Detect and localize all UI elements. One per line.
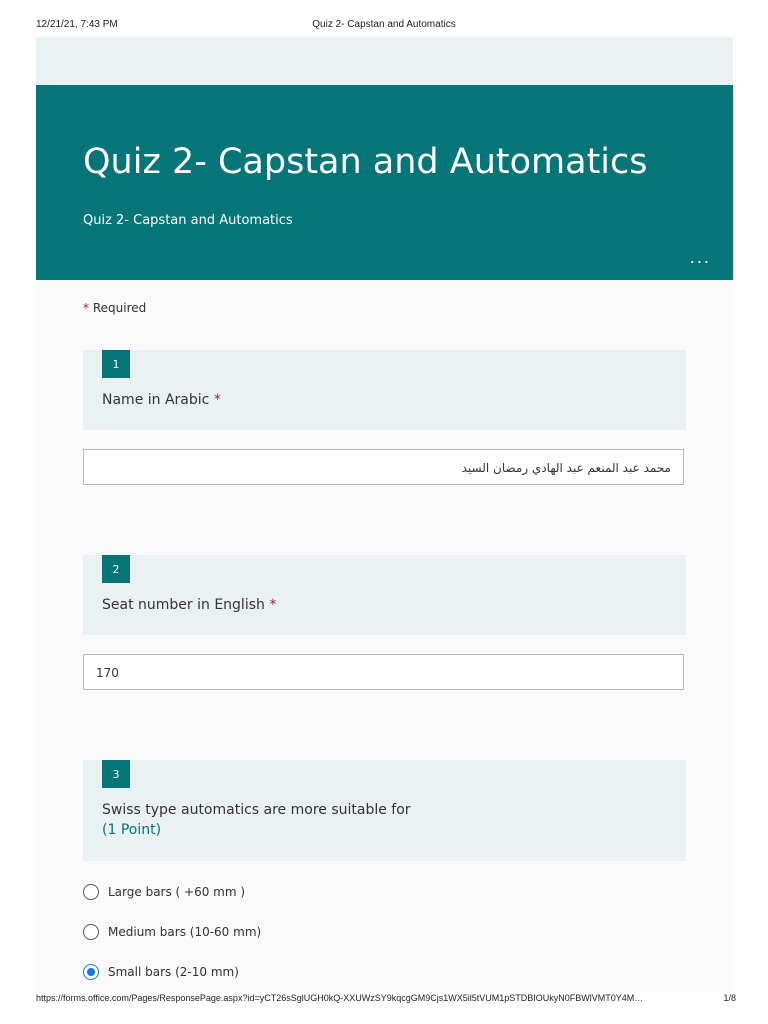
option-medium-bars[interactable] [83, 922, 261, 942]
question-text [102, 390, 221, 410]
radio-button[interactable] [83, 884, 99, 900]
top-band [36, 37, 733, 85]
option-large-bars[interactable] [83, 882, 245, 902]
print-page-title: Quiz 2- Capstan and Automatics [312, 19, 456, 30]
radio-button-selected[interactable] [83, 964, 99, 980]
form-banner [36, 85, 733, 280]
form-subtitle: Quiz 2- Capstan and Automatics [83, 213, 293, 228]
question-number: 1 [102, 350, 130, 378]
input-value: محمد عبد المنعم عبد الهادي رمضان السيد [461, 461, 671, 475]
seat-number-input[interactable] [83, 654, 684, 690]
question-text [102, 595, 276, 615]
radio-button[interactable] [83, 924, 99, 940]
name-arabic-input[interactable] [83, 449, 684, 485]
question-label: Swiss type automatics are more suitable for [102, 802, 411, 818]
option-label: Medium bars (10-60 mm) [108, 925, 262, 939]
required-star: * [213, 392, 221, 408]
required-text: Required [92, 301, 147, 315]
print-footer [36, 992, 736, 1006]
question-label: Seat number in English [102, 597, 265, 613]
required-note [83, 301, 146, 315]
question-1-header [83, 350, 686, 430]
form-title: Quiz 2- Capstan and Automatics [83, 142, 648, 182]
print-datetime: 12/21/21, 7:43 PM [36, 19, 118, 30]
question-2-header [83, 555, 686, 635]
question-3-header [83, 760, 686, 861]
required-star: * [83, 301, 89, 315]
question-number: 2 [102, 555, 130, 583]
option-small-bars[interactable] [83, 962, 239, 982]
option-label: Large bars ( +60 mm ) [108, 885, 246, 899]
page-url: https://forms.office.com/Pages/ResponsePage.aspx?id=yCT26sSglUGH0kQ-XXUWzSY9kqcgGM9Cjs1WX5il5tVUM1pSTDBIOUkyN0FBWlVMT0Y4M… [36, 993, 644, 1003]
question-number: 3 [102, 760, 130, 788]
question-points: (1 Point) [102, 822, 162, 838]
question-label: Name in Arabic [102, 392, 210, 408]
option-label: Small bars (2-10 mm) [108, 965, 239, 979]
more-options-icon[interactable]: ... [689, 248, 711, 267]
required-star: * [269, 597, 277, 613]
question-text [102, 800, 411, 840]
input-value: 170 [96, 666, 119, 680]
form-body [36, 280, 733, 992]
page-number: 1/8 [723, 993, 736, 1003]
print-header [36, 16, 732, 32]
